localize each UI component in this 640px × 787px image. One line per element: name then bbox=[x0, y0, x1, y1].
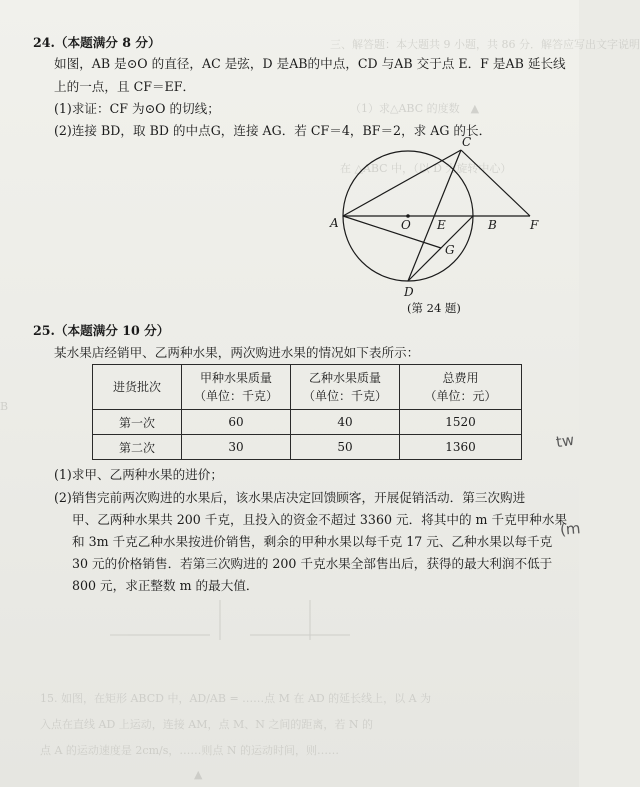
table-cell: 40 bbox=[291, 410, 400, 435]
table-header-cell: 进货批次 bbox=[93, 365, 182, 410]
label-g: G bbox=[445, 243, 455, 257]
bleed-through-text: 三、解答题：本大题共 9 小题，共 86 分．解答应写出文字说明 bbox=[330, 38, 640, 51]
bleed-through-text: B bbox=[0, 400, 53, 413]
bleed-through-text: （1）求△ABC 的度数 ▲ bbox=[350, 102, 535, 115]
bleed-through-figure bbox=[100, 595, 360, 655]
label-c: C bbox=[462, 135, 472, 149]
q25-heading: 25.（本题满分 10 分） bbox=[33, 323, 170, 338]
q24-heading: 24.（本题满分 8 分） bbox=[33, 35, 161, 50]
table-row bbox=[93, 410, 522, 435]
tangent-cf bbox=[461, 150, 530, 216]
q25-intro: 某水果店经销甲、乙两种水果，两次购进水果的情况如下表所示： bbox=[54, 345, 420, 360]
purchase-table bbox=[92, 364, 522, 460]
label-f: F bbox=[530, 218, 539, 232]
q24-stem-line2: 上的一点，且 CF＝EF． bbox=[54, 79, 196, 94]
table-header-cell: 乙种水果质量 （单位：千克） bbox=[291, 365, 400, 410]
bleed-through-text: 15. 如图，在矩形 ABCD 中，AD/AB = ……点 M 在 AD 的延长线上，以 A 为 bbox=[40, 692, 432, 705]
table-cell: 60 bbox=[182, 410, 291, 435]
q24-part2: (2)连接 BD，取 BD 的中点G，连接 AG．若 CF＝4，BF＝2，求 AG 的长． bbox=[54, 123, 492, 138]
bleed-through-text: ▲ bbox=[40, 768, 324, 781]
table-cell: 50 bbox=[291, 435, 400, 460]
q25-part2-line1: (2)销售完前两次购进的水果后，该水果店决定回馈顾客，开展促销活动．第三次购进 bbox=[54, 490, 526, 505]
q25-part2-line3: 和 3m 千克乙种水果按进价销售，剩余的甲种水果以每千克 17 元、乙种水果以每千克 bbox=[72, 534, 553, 549]
table-header-row bbox=[93, 365, 522, 410]
q24-geometry-figure bbox=[325, 130, 550, 320]
label-d: D bbox=[404, 285, 414, 299]
handwritten-note: (m bbox=[559, 519, 582, 539]
chord-ac bbox=[343, 150, 461, 216]
label-b: B bbox=[488, 218, 497, 232]
table-cell: 第一次 bbox=[93, 410, 182, 435]
q25-part2-line5: 800 元，求正整数 m 的最大值． bbox=[72, 578, 259, 593]
q24-stem-line1: 如图，AB 是⊙O 的直径，AC 是弦，D 是AB的中点，CD 与AB 交于点 E．F 是AB 延长线 bbox=[54, 56, 566, 71]
table-header-cell: 总费用 （单位：元） bbox=[400, 365, 522, 410]
q25-part1: (1)求甲、乙两种水果的进价； bbox=[54, 467, 223, 482]
table-cell: 1360 bbox=[400, 435, 522, 460]
label-a: A bbox=[330, 216, 339, 230]
bleed-through-text: 在 △ABC 中，（以 D 为旋转中心） bbox=[340, 162, 512, 175]
table-cell: 30 bbox=[182, 435, 291, 460]
q25-part2-line2: 甲、乙两种水果共 200 千克，且投入的资金不超过 3360 元．将其中的 m 千克甲种水果 bbox=[72, 512, 568, 527]
label-e: E bbox=[437, 218, 446, 232]
segment-ag bbox=[343, 216, 441, 248]
table-row bbox=[93, 435, 522, 460]
q24-part1: (1)求证：CF 为⊙O 的切线； bbox=[54, 101, 220, 116]
table-cell: 第二次 bbox=[93, 435, 182, 460]
bleed-through-text: 入点在直线 AD 上运动，连接 AM，点 M、N 之间的距离，若 N 的 bbox=[40, 718, 373, 731]
handwritten-note: tw bbox=[554, 430, 576, 452]
bleed-through-text: 点 A 的运动速度是 2cm/s，……则点 N 的运动时间，则…… bbox=[40, 744, 339, 757]
table-cell: 1520 bbox=[400, 410, 522, 435]
label-o: O bbox=[401, 218, 411, 232]
figure-caption: (第 24 题) bbox=[407, 301, 461, 315]
table-header-cell: 甲种水果质量 （单位：千克） bbox=[182, 365, 291, 410]
q25-part2-line4: 30 元的价格销售．若第三次购进的 200 千克水果全部售出后，获得的最大利润不低于 bbox=[72, 556, 553, 571]
